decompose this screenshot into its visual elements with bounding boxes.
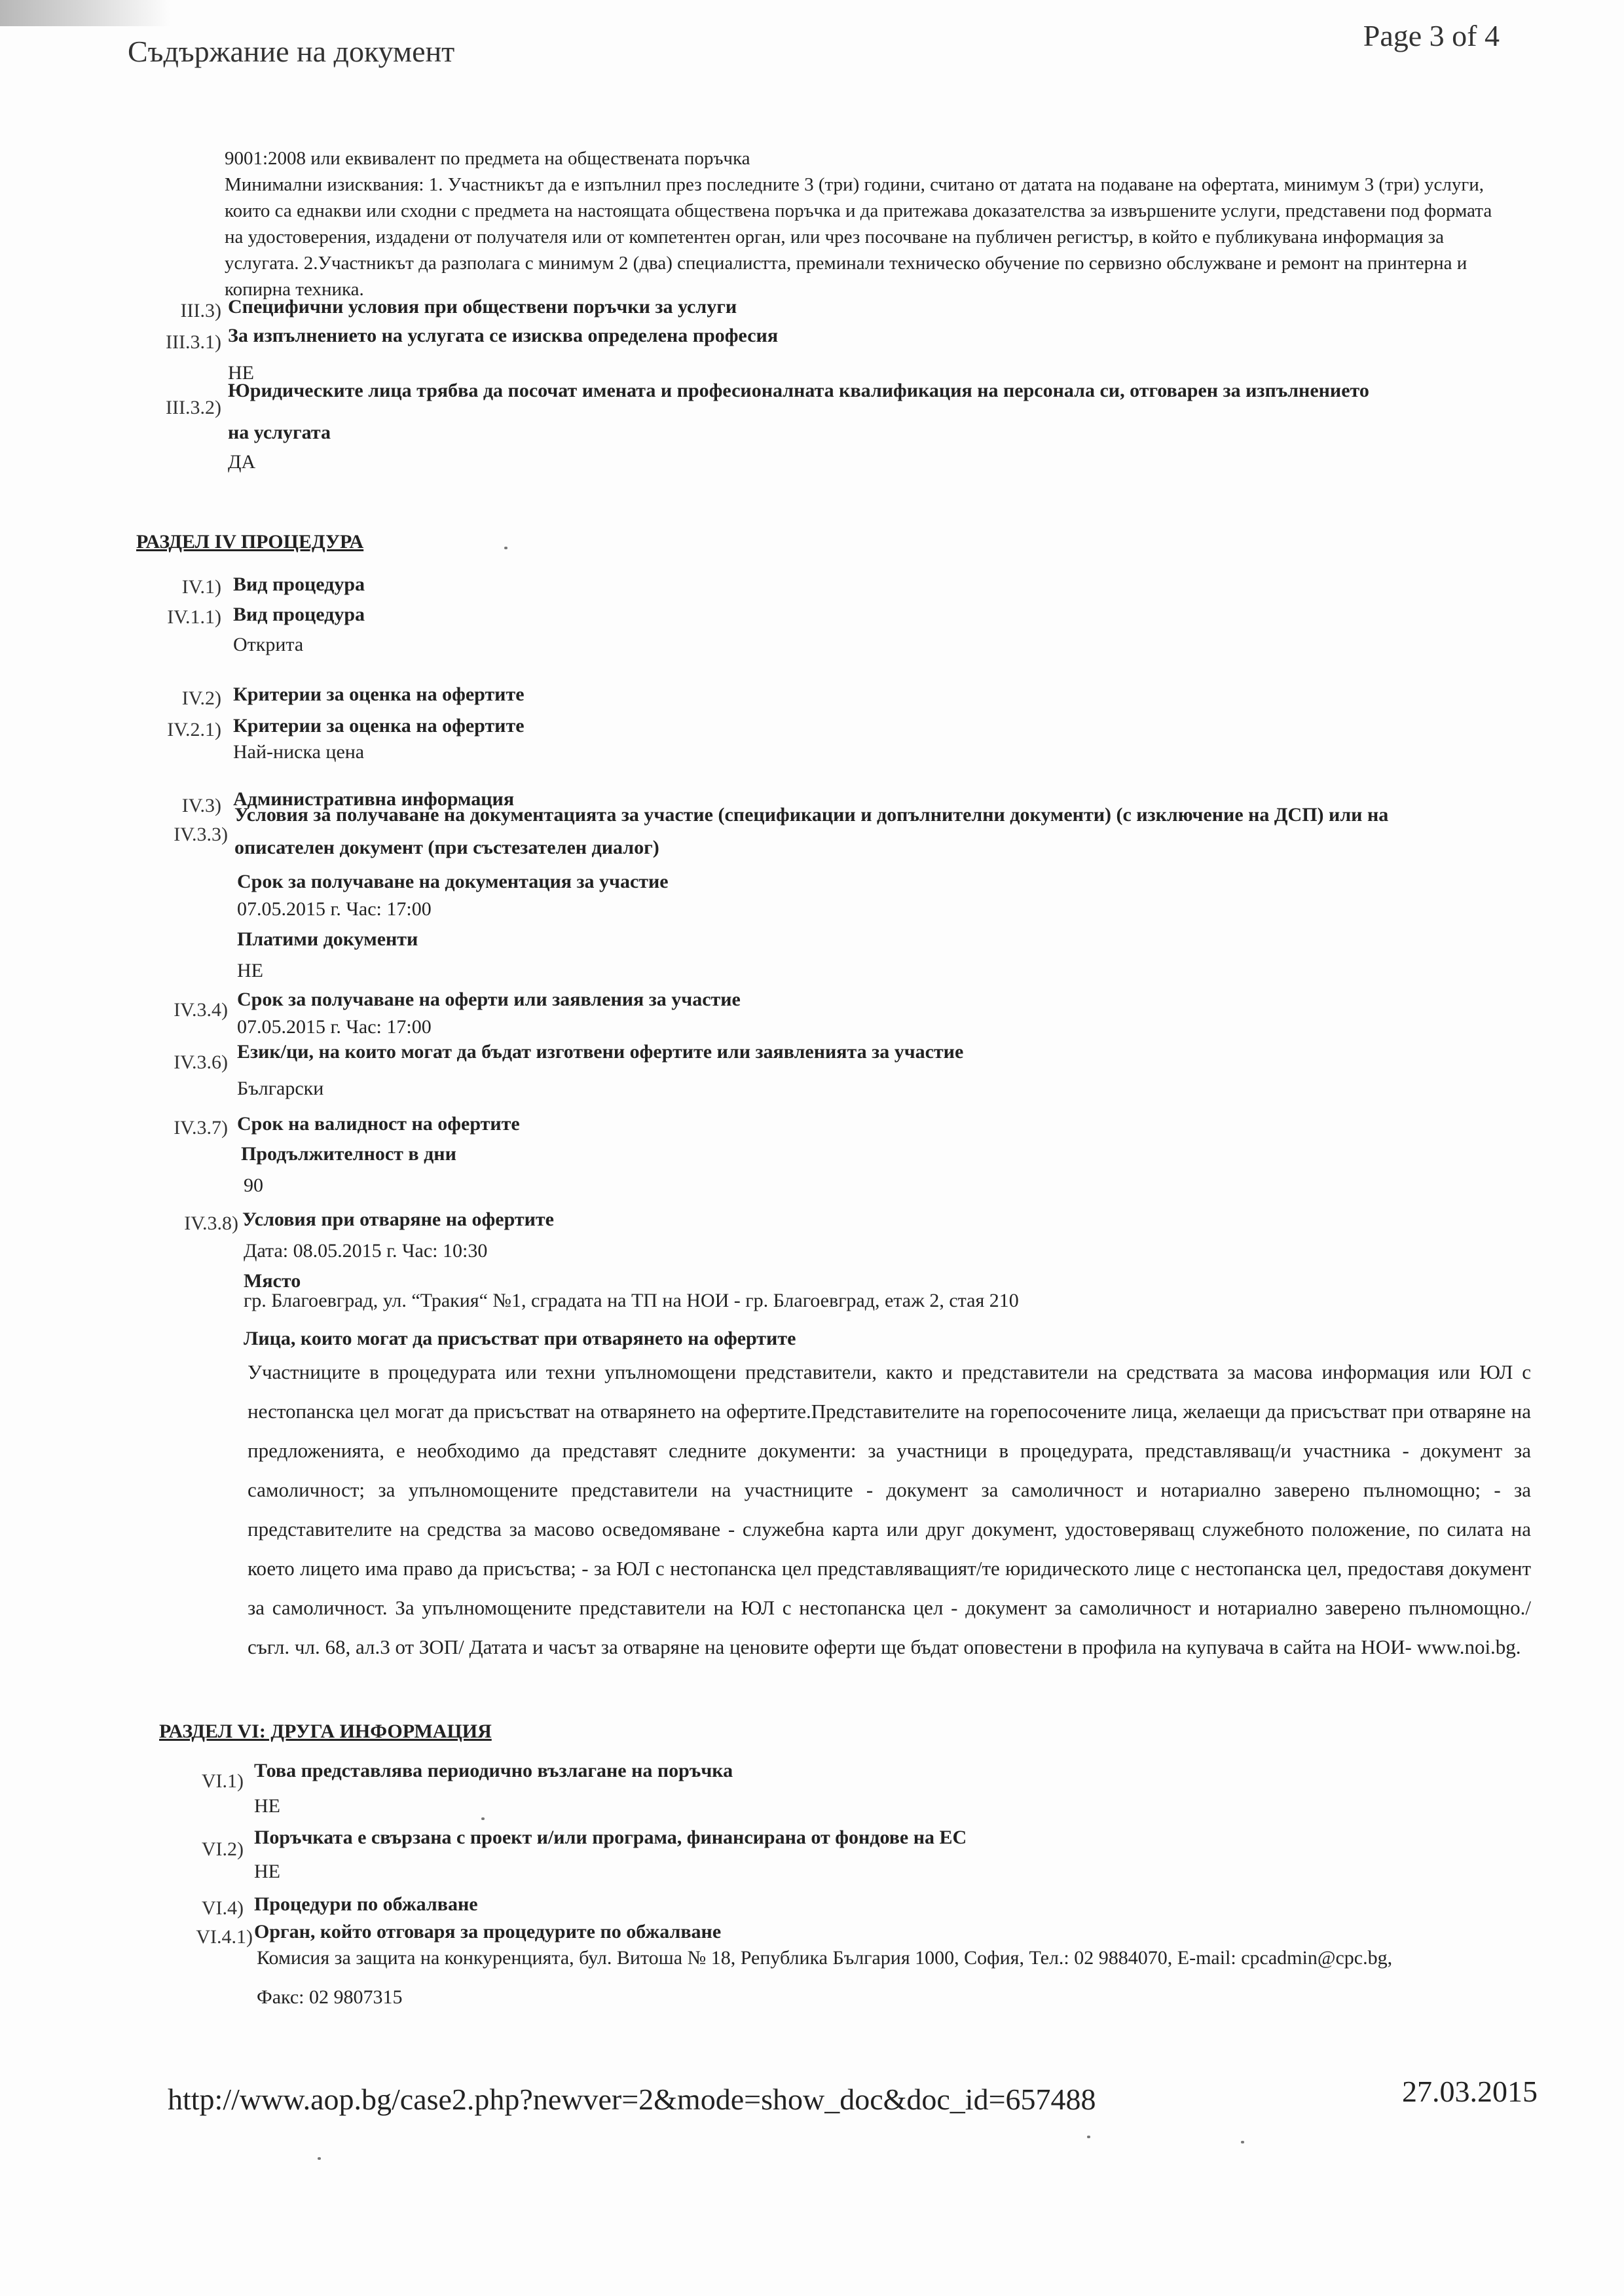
- section-title: Срок на валидност на офертите: [237, 1113, 520, 1135]
- field-value: 07.05.2015 г. Час: 17:00: [237, 898, 432, 920]
- section-title: Процедури по обжалване: [254, 1893, 478, 1915]
- scan-speck: [481, 1817, 485, 1820]
- field-value: Дата: 08.05.2015 г. Час: 10:30: [244, 1240, 488, 1262]
- section-title: Юридическите лица трябва да посочат имената и професионалната квалификация на персонала си, отговарен за изпълнението: [228, 380, 1369, 401]
- section-value: Открита: [233, 634, 304, 655]
- section-value: НЕ: [254, 1861, 280, 1882]
- footer-url: http://www.aop.bg/case2.php?newver=2&mode=show_doc&doc_id=657488: [168, 2083, 1096, 2116]
- section-number: IV.3.8): [184, 1212, 238, 1234]
- persons-paragraph: Участниците в процедурата или техни упълномощени представители, както и представители на средствата за масова информация или ЮЛ с нестопанска цел могат да присъстват на отварянето на офертите.Представителите на горепосочените лица, желаещи да присъстват при отваряне на предложенията, е необходимо да представят следните документи: за участници в процедурата, представляващ/и участника - документ за самоличност; за упълномощените представители на участниците - документ за самоличност и нотариално заверено пълномощно; - за представителите на средства за масово осведомяване - служебна карта или друг документ, удостоверяващ служебното положение, по силата на което лицето има право да присъства; - за ЮЛ с нестопанска цел представляващият/те юридическото лице с нестопанска цел, предоставя документ за самоличност. За упълномощените представители на ЮЛ с нестопанска цел - документ за самоличност и нотариално заверено пълномощно./ съгл. чл. 68, ал.3 от ЗОП/ Датата и часът за отваряне на ценовите оферти ще бъдат оповестени в профила на купувача в сайта на НОИ- www.noi.bg.: [248, 1360, 1531, 1658]
- section-title: Специфични условия при обществени поръчки за услуги: [228, 296, 737, 318]
- footer-date: 27.03.2015: [1402, 2075, 1538, 2108]
- scan-corner-shadow: [0, 0, 170, 26]
- section-title: Орган, който отговаря за процедурите по обжалване: [254, 1921, 722, 1942]
- section-value: Най-ниска цена: [233, 741, 365, 763]
- section-number: IV.3): [181, 795, 221, 816]
- section-title: Това представлява периодично възлагане на поръчка: [254, 1760, 733, 1781]
- field-label: Лица, които могат да присъстват при отварянето на офертите: [244, 1328, 796, 1349]
- section-title: За изпълнението на услугата се изисква определена професия: [228, 325, 779, 346]
- scan-speck: [1087, 2136, 1090, 2138]
- section-number: IV.2.1): [167, 719, 221, 740]
- section-title: Език/ци, на които могат да бъдат изготвени офертите или заявленията за участие: [237, 1041, 964, 1063]
- field-label: Място: [244, 1270, 301, 1292]
- field-value: Комисия за защита на конкуренцията, бул. Витоша № 18, Република България 1000, София, Тел.: 02 9884070, E-mail: cpcadmin@cpc.bg,: [257, 1947, 1393, 1969]
- section-number: VI.4.1): [196, 1926, 253, 1948]
- section-number: III.3.1): [166, 331, 221, 353]
- section-number: III.3): [180, 300, 221, 321]
- field-value: 90: [244, 1175, 263, 1196]
- field-value: НЕ: [237, 960, 263, 981]
- section-title: Критерии за оценка на офертите: [233, 715, 525, 737]
- page-indicator: Page 3 of 4: [1363, 19, 1500, 52]
- section-number: VI.4): [201, 1897, 244, 1919]
- section-number: VI.1): [201, 1770, 244, 1792]
- field-label: Срок за получаване на документация за участие: [237, 871, 669, 892]
- section-title: Поръчката е свързана с проект и/или програма, финансирана от фондове на ЕС: [254, 1827, 967, 1848]
- minimum-requirements-block: [225, 145, 1508, 302]
- field-value: Български: [237, 1078, 324, 1099]
- minimum-requirements-text: Минимални изисквания: 1. Участникът да е изпълнил през последните 3 (три) години, считано от датата на подаване на офертата, минимум 3 (три) услуги, които са еднакви или сходни с предмета на настоящата обществена поръчка и да притежава доказателства за извършените услуги, представени под формата на удостоверения, издадени от получателя или от компетентен орган, или чрез посочване на публичен регистър, в който е публикувана информация за услугата. 2.Участникът да разполага с минимум 2 (два) специалистта, преминали техническо обучение по сервизно обслужване и ремонт на принтерна и копирна техника.: [225, 174, 1492, 300]
- section-title: Условия за получаване на документацията за участие (спецификации и допълнителни документи) (с изключение на ДСП) или на: [234, 804, 1389, 826]
- section-number: III.3.2): [166, 397, 221, 418]
- section-value: НЕ: [254, 1795, 280, 1817]
- section-number: IV.1): [181, 576, 221, 598]
- section-number: IV.3.3): [174, 824, 228, 845]
- document-header-title: Съдържание на документ: [128, 35, 455, 68]
- section-title: Административна информация: [233, 788, 515, 810]
- section-heading-vi: РАЗДЕЛ VI: ДРУГА ИНФОРМАЦИЯ: [159, 1721, 492, 1742]
- field-value: Факс: 02 9807315: [257, 1986, 403, 2008]
- section-title: Критерии за оценка на офертите: [233, 683, 525, 705]
- section-value: НЕ: [228, 362, 254, 384]
- section-number: VI.2): [201, 1838, 244, 1860]
- field-label: Платими документи: [237, 928, 418, 950]
- section-number: IV.1.1): [167, 606, 221, 628]
- scan-speck: [1241, 2141, 1244, 2143]
- field-value: гр. Благоевград, ул. “Тракия“ №1, сградата на ТП на НОИ - гр. Благоевград, етаж 2, стая 210: [244, 1290, 1019, 1311]
- field-value: 07.05.2015 г. Час: 17:00: [237, 1016, 432, 1038]
- section-title: Условия при отваряне на офертите: [242, 1209, 554, 1230]
- section-number: IV.2): [181, 687, 221, 709]
- section-title-continued: на услугата: [228, 422, 331, 443]
- section-value: ДА: [228, 451, 256, 473]
- section-title: Срок за получаване на оферти или заявления за участие: [237, 989, 741, 1010]
- section-number: IV.3.6): [174, 1051, 228, 1073]
- section-number: IV.3.4): [174, 999, 228, 1021]
- section-number: IV.3.7): [174, 1117, 228, 1139]
- section-title-continued: описателен документ (при състезателен диалог): [234, 837, 659, 858]
- section-heading-iv: РАЗДЕЛ IV ПРОЦЕДУРА: [136, 531, 364, 553]
- section-title: Вид процедура: [233, 574, 365, 595]
- scan-speck: [504, 547, 507, 549]
- field-label: Продължителност в дни: [241, 1143, 456, 1165]
- section-title: Вид процедура: [233, 604, 365, 625]
- intro-line: 9001:2008 или еквивалент по предмета на обществената поръчка: [225, 148, 750, 169]
- scan-speck: [318, 2157, 321, 2160]
